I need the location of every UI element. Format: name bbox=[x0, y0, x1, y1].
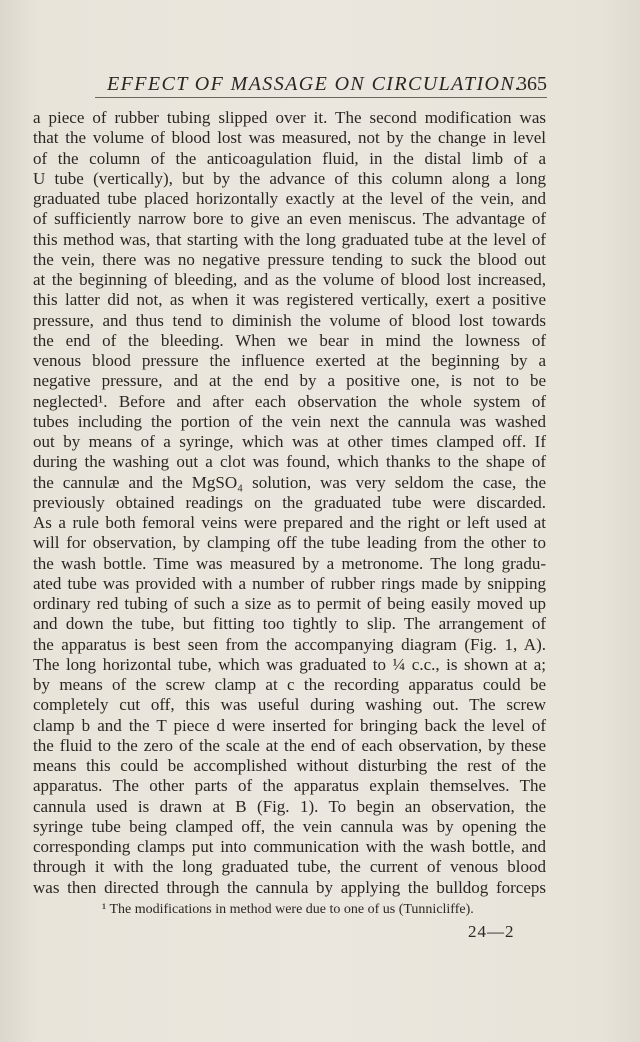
signature-mark: 24—2 bbox=[468, 922, 515, 941]
text-line: this latter did not, as when it was registered vertically, exert a positive bbox=[33, 290, 546, 310]
text-line: ated tube was provided with a number of rubber rings made by snipping bbox=[33, 573, 546, 593]
running-title: EFFECT OF MASSAGE ON CIRCULATION. bbox=[107, 73, 522, 95]
header-rule bbox=[95, 97, 547, 98]
text-line: ordinary red tubing of such a size as to permit of being easily moved up bbox=[33, 594, 546, 613]
text-line: of sufficiently narrow bore to give an even meniscus. The advantage of bbox=[33, 209, 546, 229]
text-line: syringe tube being clamped off, the vein cannula was by opening the bbox=[33, 816, 546, 836]
text-line: apparatus. The other parts of the apparatus explain themselves. The bbox=[33, 776, 546, 796]
text-line: will for observation, by clamping off the tube leading from the other to bbox=[33, 533, 546, 553]
text-line: means this could be accomplished without disturbing the rest of the bbox=[33, 756, 546, 775]
text-line: tubes including the portion of the vein next the cannula was washed bbox=[33, 411, 546, 431]
text-line: the fluid to the zero of the scale at the end of each observation, by these bbox=[33, 735, 546, 755]
body-text bbox=[33, 108, 546, 898]
text-line: of the column of the anticoagulation fluid, in the distal limb of a bbox=[33, 148, 546, 168]
text-line: negative pressure, and at the end by a positive one, is not to be bbox=[33, 371, 546, 391]
text-line: previously obtained readings on the graduated tube were discarded. bbox=[33, 492, 546, 512]
page-header bbox=[95, 73, 547, 99]
text-line: pressure, and thus tend to diminish the volume of blood lost towards bbox=[33, 310, 546, 330]
text-line: through it with the long graduated tube, the current of venous blood bbox=[33, 857, 546, 877]
text-line: the end of the bleeding. When we bear in mind the lowness of bbox=[33, 330, 546, 350]
text-line: cannula used is drawn at B (Fig. 1). To begin an observation, the bbox=[33, 796, 546, 816]
text-line: clamp b and the T piece d were inserted for bringing back the level of bbox=[33, 715, 546, 735]
text-line: the vein, there was no negative pressure tending to suck the blood out bbox=[33, 249, 546, 269]
text-line: during the washing out a clot was found, which thanks to the shape of bbox=[33, 452, 546, 472]
text-line: neglected¹. Before and after each observation the whole system of bbox=[33, 391, 546, 411]
footnote: ¹ The modifications in method were due to one of us (Tunnicliffe). bbox=[102, 902, 474, 917]
text-line: the cannulæ and the MgSO₄ solution, was very seldom the case, the bbox=[33, 472, 546, 492]
text-line: the apparatus is best seen from the accompanying diagram (Fig. 1, A). bbox=[33, 634, 546, 654]
text-line: As a rule both femoral veins were prepared and the right or left used at bbox=[33, 513, 546, 532]
text-line: venous blood pressure the influence exerted at the beginning by a bbox=[33, 351, 546, 370]
text-line: corresponding clamps put into communication with the wash bottle, and bbox=[33, 837, 546, 856]
page-number: 365 bbox=[517, 73, 547, 95]
text-line: The long horizontal tube, which was graduated to ¼ c.c., is shown at a; bbox=[33, 654, 546, 674]
text-line: at the beginning of bleeding, and as the volume of blood lost increased, bbox=[33, 270, 546, 289]
text-line: graduated tube placed horizontally exactly at the level of the vein, and bbox=[33, 189, 546, 208]
text-line: that the volume of blood lost was measured, not by the change in level bbox=[33, 128, 546, 148]
text-line: the wash bottle. Time was measured by a metronome. The long gradu- bbox=[33, 553, 546, 573]
text-line: and down the tube, but fitting too tightly to slip. The arrangement of bbox=[33, 614, 546, 634]
text-line: U tube (vertically), but by the advance of this column along a long bbox=[33, 168, 546, 188]
text-line: out by means of a syringe, which was at other times clamped off. If bbox=[33, 432, 546, 451]
text-line: was then directed through the cannula by applying the bulldog forceps bbox=[33, 877, 546, 897]
text-line: this method was, that starting with the long graduated tube at the level of bbox=[33, 229, 546, 249]
text-line: completely cut off, this was useful during washing out. The screw bbox=[33, 695, 546, 715]
text-line: a piece of rubber tubing slipped over it. The second modification was bbox=[33, 108, 546, 127]
text-line: by means of the screw clamp at c the recording apparatus could be bbox=[33, 675, 546, 694]
